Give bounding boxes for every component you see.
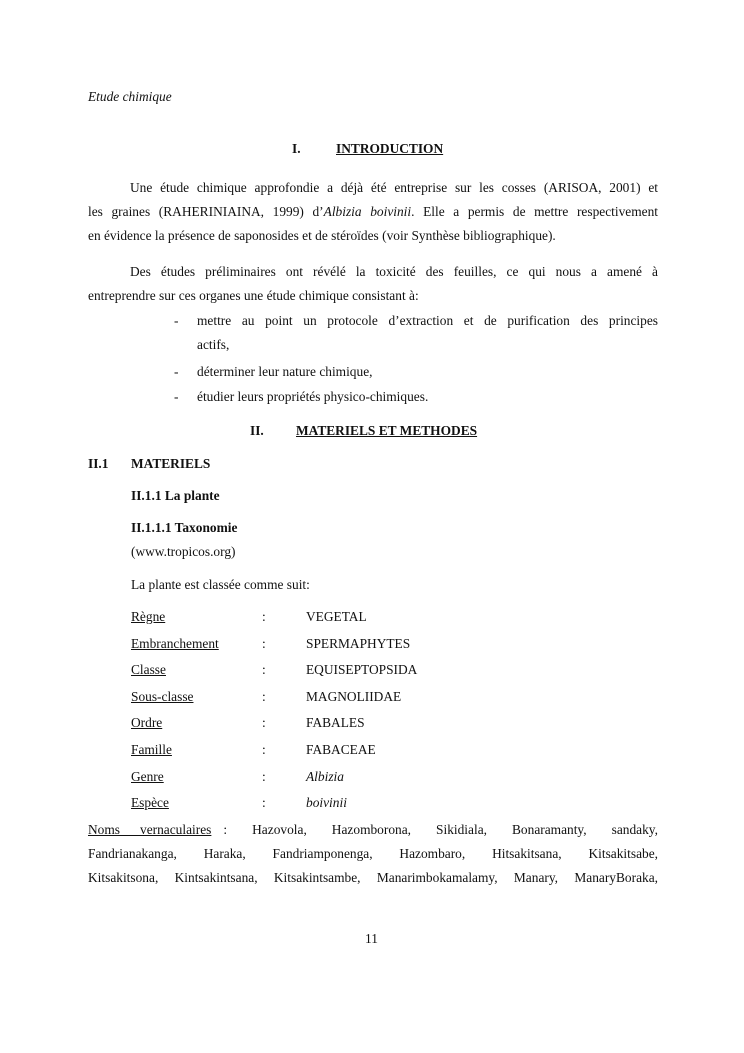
bullet-item: déterminer leur nature chimique, <box>197 364 373 379</box>
subsection-title: MATERIELS <box>131 456 211 471</box>
taxonomy-colon: : <box>262 769 266 784</box>
taxonomy-label: Ordre <box>131 715 163 730</box>
taxonomy-value: VEGETAL <box>306 609 367 624</box>
taxonomy-label: Règne <box>131 609 166 624</box>
subsection-number: II.1 <box>88 456 109 471</box>
species-name: Albizia boivinii <box>323 204 412 219</box>
section-header: Etude chimique <box>88 89 172 104</box>
taxonomy-label: Espèce <box>131 795 169 810</box>
taxonomy-value: SPERMAPHYTES <box>306 636 411 651</box>
bullet-item: étudier leurs propriétés physico-chimiques. <box>197 389 429 404</box>
taxonomy-colon: : <box>262 689 266 704</box>
intro-heading-title: INTRODUCTION <box>336 141 444 156</box>
taxonomy-label: Embranchement <box>131 636 219 651</box>
text-span: . Elle a permis de mettre respectivement <box>411 204 659 219</box>
bullet-item <box>197 309 658 357</box>
taxonomy-label: Genre <box>131 769 164 784</box>
text-span: les graines (RAHERINIAINA, 1999) d’ <box>88 204 324 219</box>
taxonomy-label: Sous-classe <box>131 689 194 704</box>
taxonomy-label: Famille <box>131 742 172 757</box>
bullet-dash: - <box>174 364 179 379</box>
methods-heading-title: MATERIELS ET METHODES <box>296 423 478 438</box>
page-number: 11 <box>365 931 378 946</box>
taxonomy-colon: : <box>262 715 266 730</box>
taxonomy-colon: : <box>262 662 266 677</box>
bullet-line: actifs, <box>197 337 230 352</box>
taxonomy-label: Classe <box>131 662 166 677</box>
paragraph-line: Des études préliminaires ont révélé la toxicité des feuilles, ce qui nous a amené à <box>130 264 658 279</box>
taxonomy-colon: : <box>262 636 266 651</box>
paragraph-line: entreprendre sur ces organes une étude chimique consistant à: <box>88 288 419 303</box>
taxonomy-value: Albizia <box>306 769 344 784</box>
taxonomy-value: FABALES <box>306 715 365 730</box>
paragraph-line: Une étude chimique approfondie a déjà été entreprise sur les cosses (ARISOA, 2001) et <box>130 180 658 195</box>
vernacular-names <box>88 818 658 890</box>
paragraph-line: en évidence la présence de saponosides et de stéroïdes (voir Synthèse bibliographique). <box>88 228 556 243</box>
intro-heading-number: I. <box>292 141 301 156</box>
subsubsection-title: II.1.1 La plante <box>131 488 220 503</box>
bullet-line: mettre au point un protocole d’extraction et de purification des principes <box>197 313 658 328</box>
paragraph-line <box>88 200 658 224</box>
taxonomy-colon: : <box>262 795 266 810</box>
intro-paragraph-2 <box>88 260 658 308</box>
taxonomy-value: MAGNOLIIDAE <box>306 689 402 704</box>
methods-heading-number: II. <box>250 423 264 438</box>
paragraph-line <box>88 818 658 842</box>
taxonomy-heading: II.1.1.1 Taxonomie <box>131 520 238 535</box>
taxonomy-colon: : <box>262 742 266 757</box>
taxonomy-colon: : <box>262 609 266 624</box>
classification-intro: La plante est classée comme suit: <box>131 577 310 592</box>
bullet-dash: - <box>174 389 179 404</box>
vernacular-label: Noms vernaculaires <box>88 822 212 837</box>
bullet-dash: - <box>174 313 179 328</box>
taxonomy-source: (www.tropicos.org) <box>131 544 236 559</box>
paragraph-line: Kitsakitsona, Kintsakintsana, Kitsakintsambe, Manarimbokamalamy, Manary, ManaryBoraka, <box>88 870 658 885</box>
taxonomy-value: EQUISEPTOPSIDA <box>306 662 418 677</box>
text-span: : Hazovola, Hazomborona, Sikidiala, Bonaramanty, sandaky, <box>223 822 658 837</box>
taxonomy-value: FABACEAE <box>306 742 376 757</box>
taxonomy-value: boivinii <box>306 795 347 810</box>
paragraph-line: Fandrianakanga, Haraka, Fandriamponenga, Hazombaro, Hitsakitsana, Kitsakitsabe, <box>88 846 658 861</box>
intro-paragraph-1 <box>88 176 658 248</box>
